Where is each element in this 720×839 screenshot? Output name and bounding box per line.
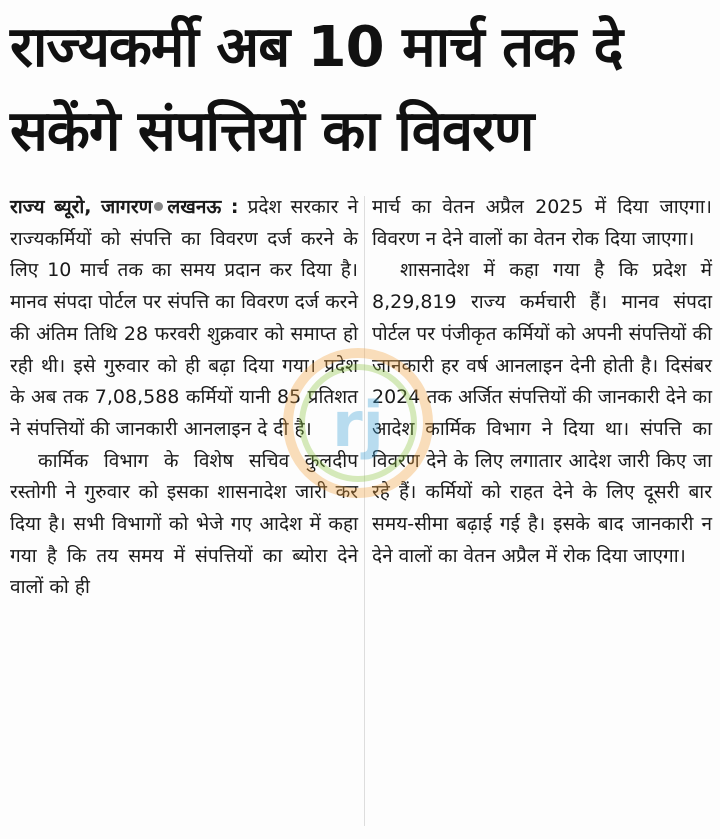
article-paragraph-4: शासनादेश में कहा गया है कि प्रदेश में 8,29,819 राज्य कर्मचारी हैं। मानव संपदा पोर्टल पर पंजीकृत कर्मियों को अपनी संपत्तियों की जानकारी हर वर्ष आनलाइन देनी होती है। दिसंबर 2024 तक अर्जित संपत्तियों की जानकारी देने का आदेश कार्मिक विभाग ने दिया था। संपत्ति का विवरण देने के लिए लगातार आदेश जारी किए जा रहे हैं। कर्मियों को राहत देने के लिए दूसरी बार समय-सीमा बढ़ाई गई है। इसके बाद जानकारी न देने वालों का वेतन अप्रैल में रोक दिया जाएगा। [372,259,712,567]
article-column-left [10,192,358,604]
article-paragraph-1 [10,192,358,446]
svg-text:rj: rj [332,388,384,461]
paragraph-text: प्रदेश सरकार ने राज्यकर्मियों को संपत्ति का विवरण दर्ज करने के लिए 10 मार्च तक का समय प्रदान कर दिया है। मानव संपदा पोर्टल पर संपत्ति का विवरण दर्ज करने की अंतिम तिथि 28 फरवरी शुक्रवार को समाप्त हो रही थी। इसे गुरुवार को ही बढ़ा दिया गया। प्रदेश के अब तक 7,08,588 कर्मियों यानी 85 प्रतिशत ने संपत्तियों की जानकारी आनलाइन दे दी है। [10,196,358,440]
article-column-right [372,192,712,572]
headline-line-2: सकेंगे संपत्तियों का विवरण [10,99,534,164]
bullet-dot-icon [154,202,163,211]
byline: राज्य ब्यूरो, जागरण [10,196,153,218]
headline [10,6,710,174]
article-paragraph-2: कार्मिक विभाग के विशेष सचिव कुलदीप रस्तोगी ने गुरुवार को इसका शासनादेश जारी कर दिया है। सभी विभागों को भेजे गए आदेश में कहा गया है कि तय समय में संपत्तियों का ब्योरा देने वालों को ही [10,449,358,599]
dateline: लखनऊ : [167,196,239,218]
article-paragraph-3: मार्च का वेतन अप्रैल 2025 में दिया जाएगा। विवरण न देने वालों का वेतन रोक दिया जाएगा। [372,196,712,250]
headline-line-1: राज्यकर्मी अब 10 मार्च तक दे [10,15,623,80]
column-divider [364,196,365,826]
